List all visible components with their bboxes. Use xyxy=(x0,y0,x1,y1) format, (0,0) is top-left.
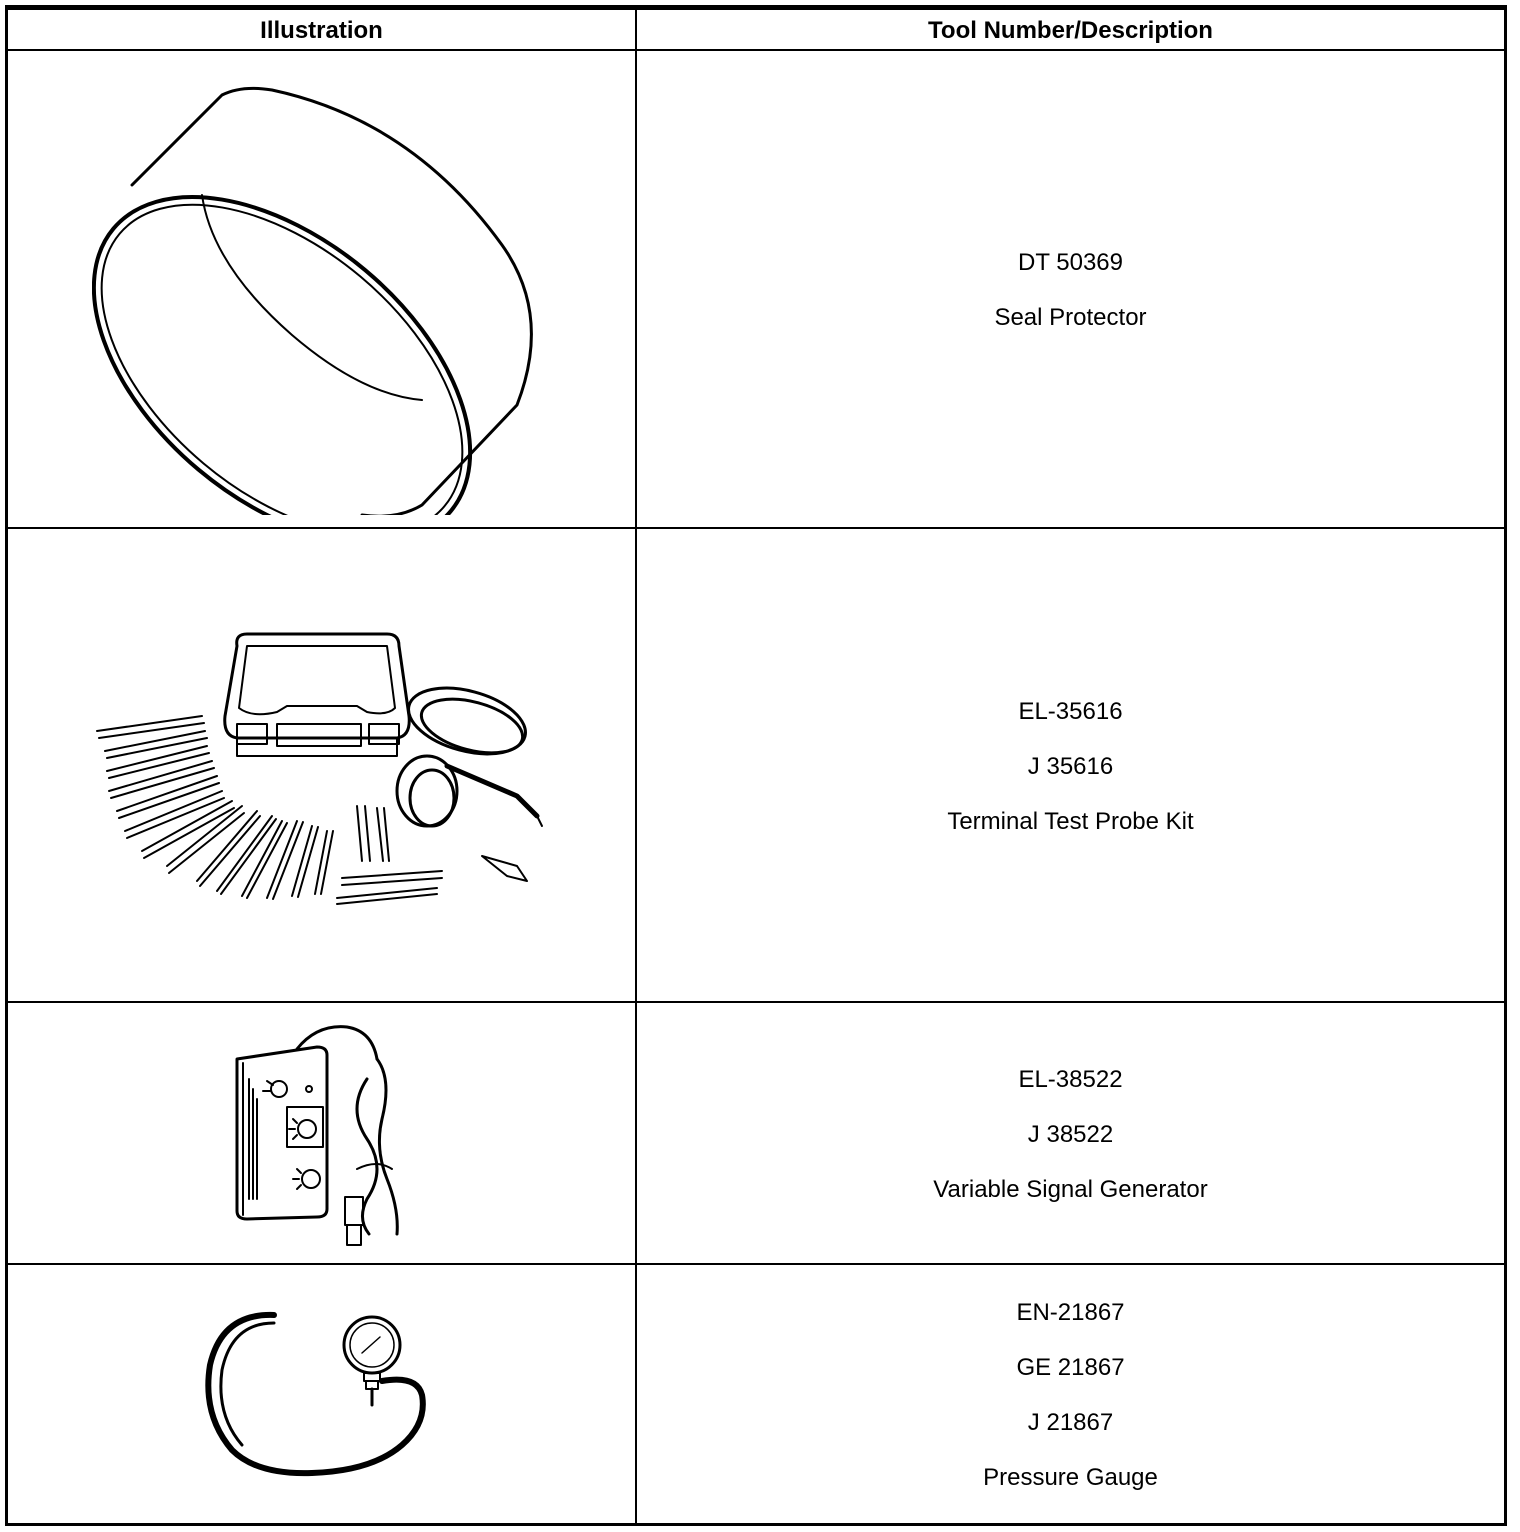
tool-description: Variable Signal Generator xyxy=(933,1175,1208,1203)
table-row xyxy=(8,1263,1504,1525)
header-illustration: Illustration xyxy=(260,16,383,44)
seal-protector-illustration xyxy=(92,65,552,515)
table-header-row xyxy=(8,8,1504,51)
illustration-cell xyxy=(8,1003,635,1265)
terminal-test-probe-kit-illustration xyxy=(87,626,557,906)
description-cell xyxy=(637,51,1504,529)
table-row xyxy=(8,1001,1504,1265)
tool-number: GE 21867 xyxy=(1016,1354,1125,1381)
tool-description: Seal Protector xyxy=(994,304,1147,331)
tool-number: J 38522 xyxy=(1027,1120,1114,1148)
variable-signal-generator-illustration xyxy=(227,1019,417,1249)
illustration-cell xyxy=(8,529,635,1003)
description-cell xyxy=(637,1265,1504,1525)
tool-number: DT 50369 xyxy=(1018,249,1123,276)
tool-number: EL-38522 xyxy=(1018,1065,1123,1093)
description-cell xyxy=(637,529,1504,1003)
header-tool-description: Tool Number/Description xyxy=(928,16,1213,44)
tool-number: J 35616 xyxy=(1027,752,1114,780)
illustration-cell xyxy=(8,1265,635,1525)
tool-description: Terminal Test Probe Kit xyxy=(947,807,1194,835)
tool-description: Pressure Gauge xyxy=(983,1464,1158,1491)
tool-number: J 21867 xyxy=(1027,1409,1114,1436)
special-tools-table xyxy=(5,5,1507,1526)
pressure-gauge-illustration xyxy=(202,1305,442,1485)
table-row xyxy=(8,49,1504,529)
tool-number: EN-21867 xyxy=(1016,1299,1125,1326)
description-cell xyxy=(637,1003,1504,1265)
tool-number: EL-35616 xyxy=(1018,697,1123,725)
illustration-cell xyxy=(8,51,635,529)
table-row xyxy=(8,527,1504,1003)
